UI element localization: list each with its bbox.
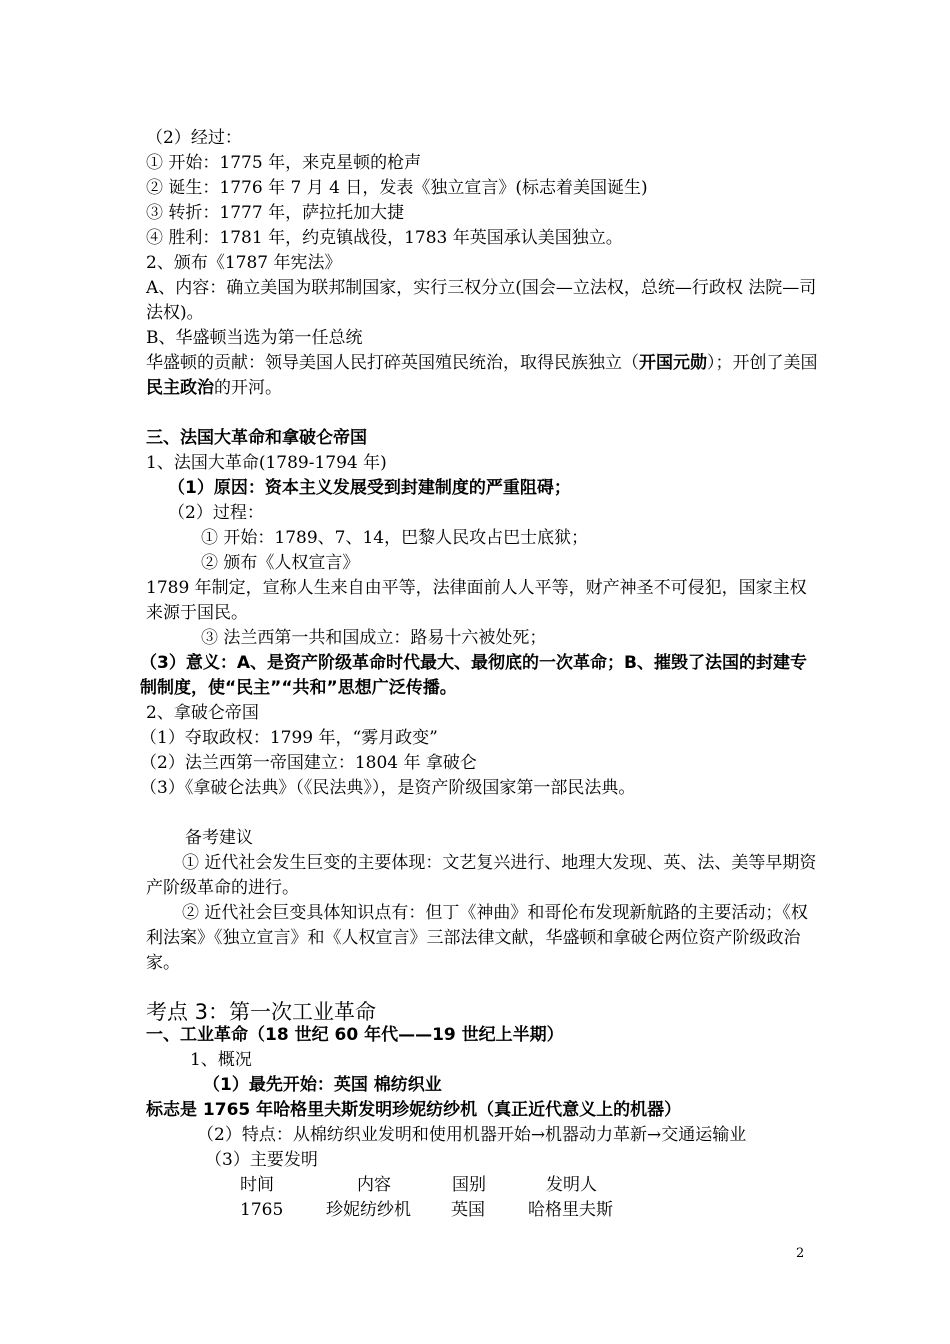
french-revolution-title: 1、法国大革命(1789-1794 年): [146, 453, 387, 473]
democracy-bold: 民主政治: [146, 378, 214, 398]
page-number: 2: [796, 1246, 805, 1261]
table-header-time: 时间: [240, 1175, 274, 1195]
constitution-heading: 2、颁布《1787 年宪法》: [146, 253, 342, 273]
industrial-features: （2）特点：从棉纺织业发明和使用机器开始→机器动力革新→交通运输业: [197, 1125, 747, 1145]
overview-heading: 1、概况: [190, 1050, 252, 1070]
table-cell-time: 1765: [240, 1200, 284, 1220]
washington-contribution: 华盛顿的贡献：领导美国人民打碎英国殖民统治，取得民族独立（开国元勋）；开创了美国民主政治的开河。: [146, 353, 818, 398]
spinning-jenny-mark: 标志是 1765 年哈格里夫斯发明珍妮纺纱机（真正近代意义上的机器）: [146, 1100, 682, 1120]
french-cause: （1）原因：资本主义发展受到封建制度的严重阻碍；: [168, 478, 571, 498]
us-process-heading: （2）经过：: [146, 128, 242, 148]
topic-3-heading: 考点 3：第一次工业革命: [146, 1000, 377, 1024]
constitution-content: A、内容：确立美国为联邦制国家，实行三权分立(国会—立法权，总统—行政权 法院—司法权)。: [146, 278, 817, 323]
founding-father-bold: 开国元勋: [639, 353, 707, 373]
table-header-inventor: 发明人: [546, 1175, 597, 1195]
us-start: ① 开始：1775 年，来克星顿的枪声: [146, 153, 422, 173]
washington-president: B、华盛顿当选为第一任总统: [146, 328, 363, 348]
section-heading-french-revolution: 三、法国大革命和拿破仑帝国: [146, 428, 367, 448]
main-inventions-heading: （3）主要发明: [205, 1150, 318, 1170]
napoleon-empire-heading: 2、拿破仑帝国: [146, 703, 259, 723]
first-republic: ③ 法兰西第一共和国成立：路易十六被处死；: [201, 628, 547, 648]
napoleon-coup: （1）夺取政权：1799 年，“雾月政变”: [140, 728, 438, 748]
exam-advice-2: ② 近代社会巨变具体知识点有：但丁《神曲》和哥伦布发现新航路的主要活动；《权利法案》《独立宣言》和《人权宣言》三部法律文献，华盛顿和拿破仑两位资产阶级政治家。: [146, 903, 808, 973]
rights-declaration: ② 颁布《人权宣言》: [201, 553, 360, 573]
table-cell-inventor: 哈格里夫斯: [528, 1200, 613, 1220]
table-header-content: 内容: [357, 1175, 391, 1195]
french-significance: （3）意义：A、是资产阶级革命时代最大、最彻底的一次革命；B、摧毁了法国的封建专制制度，使“民主”“共和”思想广泛传播。: [140, 653, 807, 698]
table-cell-country: 英国: [451, 1200, 485, 1220]
us-turning-point: ③ 转折：1777 年，萨拉托加大捷: [146, 203, 405, 223]
exam-advice-1: ① 近代社会发生巨变的主要体现：文艺复兴进行、地理大发现、英、法、美等早期资产阶级革命的进行。: [146, 853, 817, 898]
napoleonic-code: （3）《拿破仑法典》（《民法典》），是资产阶级国家第一部民法典。: [140, 778, 636, 798]
rights-declaration-content: 1789 年制定，宣称人生来自由平等，法律面前人人平等，财产神圣不可侵犯，国家主权来源于国民。: [146, 578, 807, 623]
industrial-revolution-title: 一、工业革命（18 世纪 60 年代——19 世纪上半期）: [146, 1025, 564, 1045]
table-cell-content: 珍妮纺纱机: [326, 1200, 411, 1220]
exam-advice-title: 备考建议: [185, 828, 253, 848]
first-start: （1）最先开始：英国 棉纺织业: [203, 1075, 442, 1095]
first-empire: （2）法兰西第一帝国建立：1804 年 拿破仑: [140, 753, 477, 773]
table-header-country: 国别: [452, 1175, 486, 1195]
us-victory: ④ 胜利：1781 年，约克镇战役，1783 年英国承认美国独立。: [146, 228, 623, 248]
us-birth: ② 诞生：1776 年 7 月 4 日，发表《独立宣言》(标志着美国诞生): [146, 178, 648, 198]
french-start: ① 开始：1789、7、14，巴黎人民攻占巴士底狱；: [201, 528, 589, 548]
french-process-heading: （2）过程：: [168, 503, 264, 523]
